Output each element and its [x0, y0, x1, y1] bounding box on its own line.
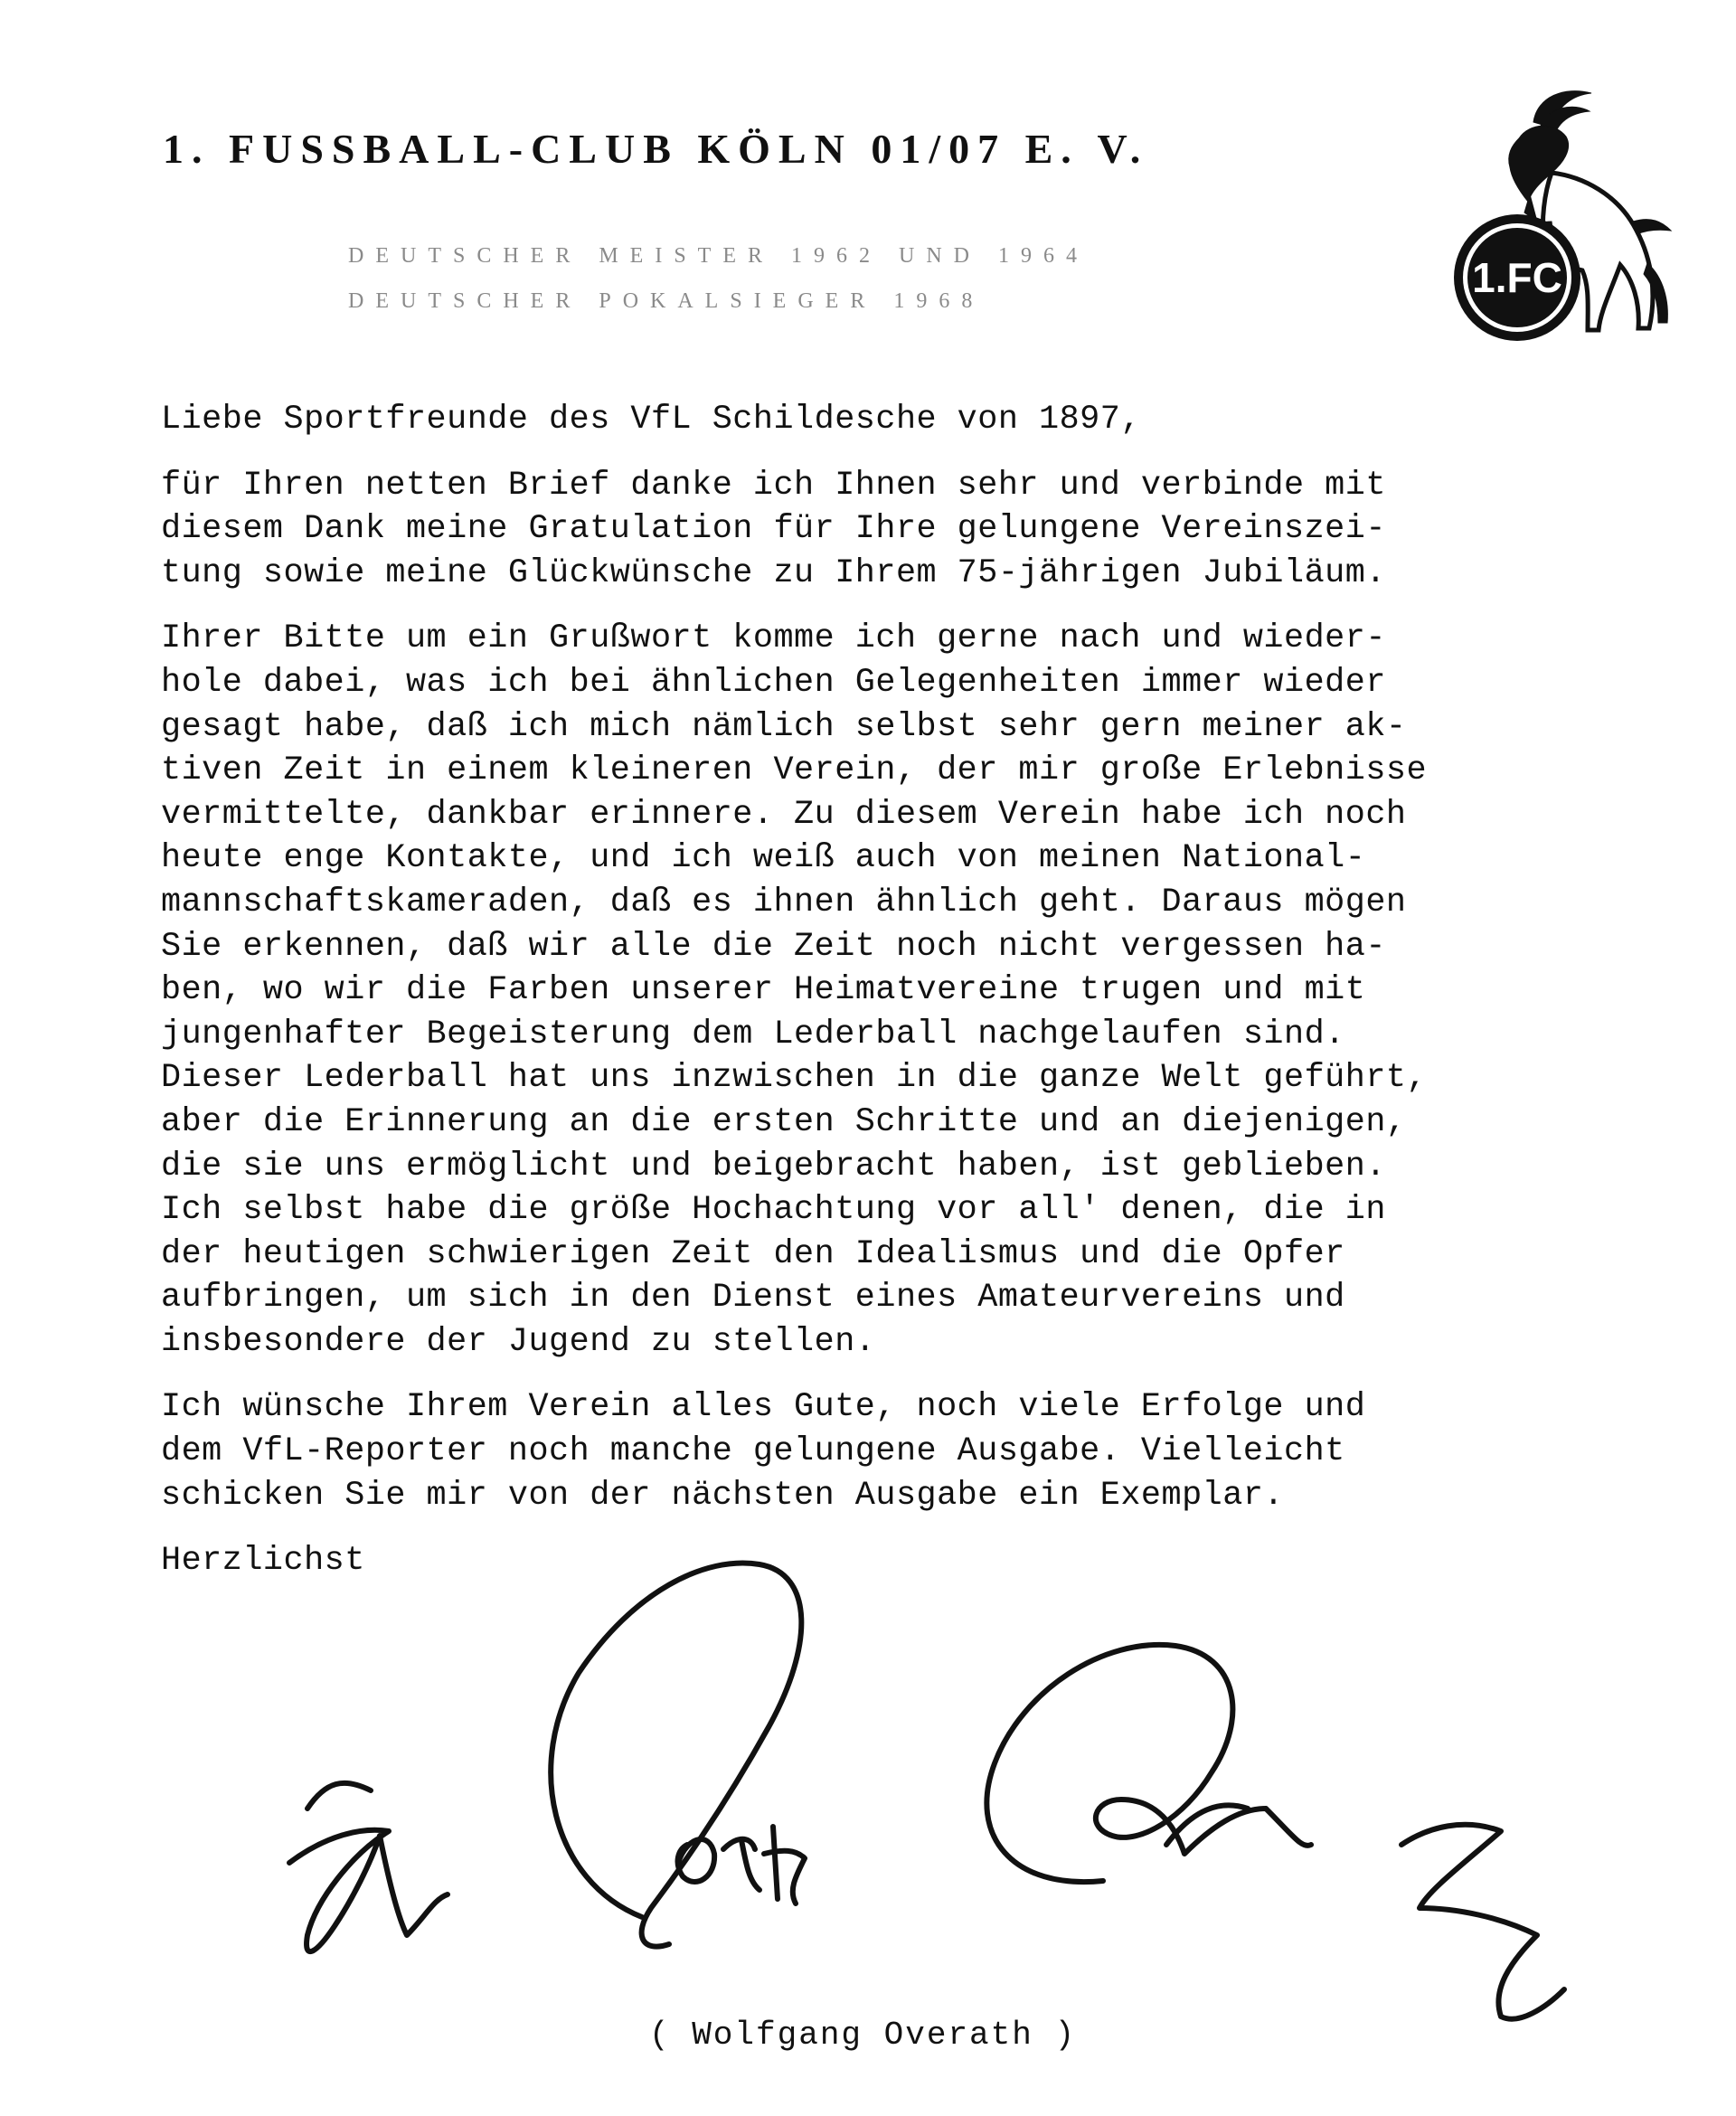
text-line: schicken Sie mir von der nächsten Ausgabe ein Exemplar. — [161, 1476, 1284, 1515]
text-line: insbesondere der Jugend zu stellen. — [161, 1322, 876, 1361]
letter-salutation: Liebe Sportfreunde des VfL Schildesche von 1897, — [161, 401, 1141, 439]
text-line: mannschaftskameraden, daß es ihnen ähnlich geht. Daraus mögen — [161, 883, 1407, 921]
club-crest-goat-icon — [1447, 86, 1700, 357]
paragraph-2 — [161, 617, 1644, 1364]
handwritten-signature — [253, 1537, 1646, 2044]
text-line: Dieser Lederball hat uns inzwischen in die ganze Welt geführt, — [161, 1059, 1428, 1098]
text-line: ben, wo wir die Farben unserer Heimatvereine trugen und mit — [161, 971, 1366, 1010]
text-line: Sie erkennen, daß wir alle die Zeit noch nicht vergessen ha- — [161, 927, 1386, 966]
text-line: der heutigen schwierigen Zeit den Idealismus und die Opfer — [161, 1234, 1345, 1273]
text-line: Ich wünsche Ihrem Verein alles Gute, noch viele Erfolge und — [161, 1388, 1366, 1427]
text-line: Ihrer Bitte um ein Grußwort komme ich gerne nach und wieder- — [161, 619, 1386, 658]
typed-signature-name: ( Wolfgang Overath ) — [649, 2017, 1077, 2054]
text-line: Ich selbst habe die größe Hochachtung vor all' denen, die in — [161, 1191, 1386, 1230]
text-line: dem VfL-Reporter noch manche gelungene Ausgabe. Vielleicht — [161, 1432, 1345, 1471]
text-line: heute enge Kontakte, und ich weiß auch von meinen National- — [161, 839, 1366, 878]
honor-line-cup: DEUTSCHER POKALSIEGER 1968 — [348, 289, 985, 313]
text-line: für Ihren netten Brief danke ich Ihnen sehr und verbinde mit — [161, 466, 1386, 505]
text-line: aber die Erinnerung an die ersten Schritte und an diejenigen, — [161, 1102, 1407, 1141]
text-line: die sie uns ermöglicht und beigebracht haben, ist geblieben. — [161, 1147, 1386, 1186]
text-line: jungenhafter Begeisterung dem Lederball nachgelaufen sind. — [161, 1015, 1345, 1053]
text-line: diesem Dank meine Gratulation für Ihre gelungene Vereinszei- — [161, 510, 1386, 549]
crest-logo-text: 1.FC — [1472, 254, 1562, 301]
honor-line-champion: DEUTSCHER MEISTER 1962 UND 1964 — [348, 244, 1090, 268]
text-line: tiven Zeit in einem kleineren Verein, der mir große Erlebnisse — [161, 751, 1428, 790]
paragraph-3 — [161, 1385, 1644, 1517]
text-line: gesagt habe, daß ich mich nämlich selbst sehr gern meiner ak- — [161, 707, 1407, 746]
text-line: aufbringen, um sich in den Dienst eines Amateurvereins und — [161, 1279, 1345, 1318]
paragraph-1 — [161, 464, 1644, 596]
club-honors — [348, 233, 1089, 324]
letter-closing: Herzlichst — [161, 1542, 365, 1581]
club-letterhead-title: 1. FUSSBALL-CLUB KÖLN 01/07 E. V. — [163, 126, 1149, 172]
text-line: tung sowie meine Glückwünsche zu Ihrem 75-jährigen Jubiläum. — [161, 553, 1386, 592]
text-line: hole dabei, was ich bei ähnlichen Gelegenheiten immer wieder — [161, 663, 1386, 702]
letter-body — [161, 398, 1644, 1583]
text-line: vermittelte, dankbar erinnere. Zu diesem Verein habe ich noch — [161, 795, 1407, 834]
